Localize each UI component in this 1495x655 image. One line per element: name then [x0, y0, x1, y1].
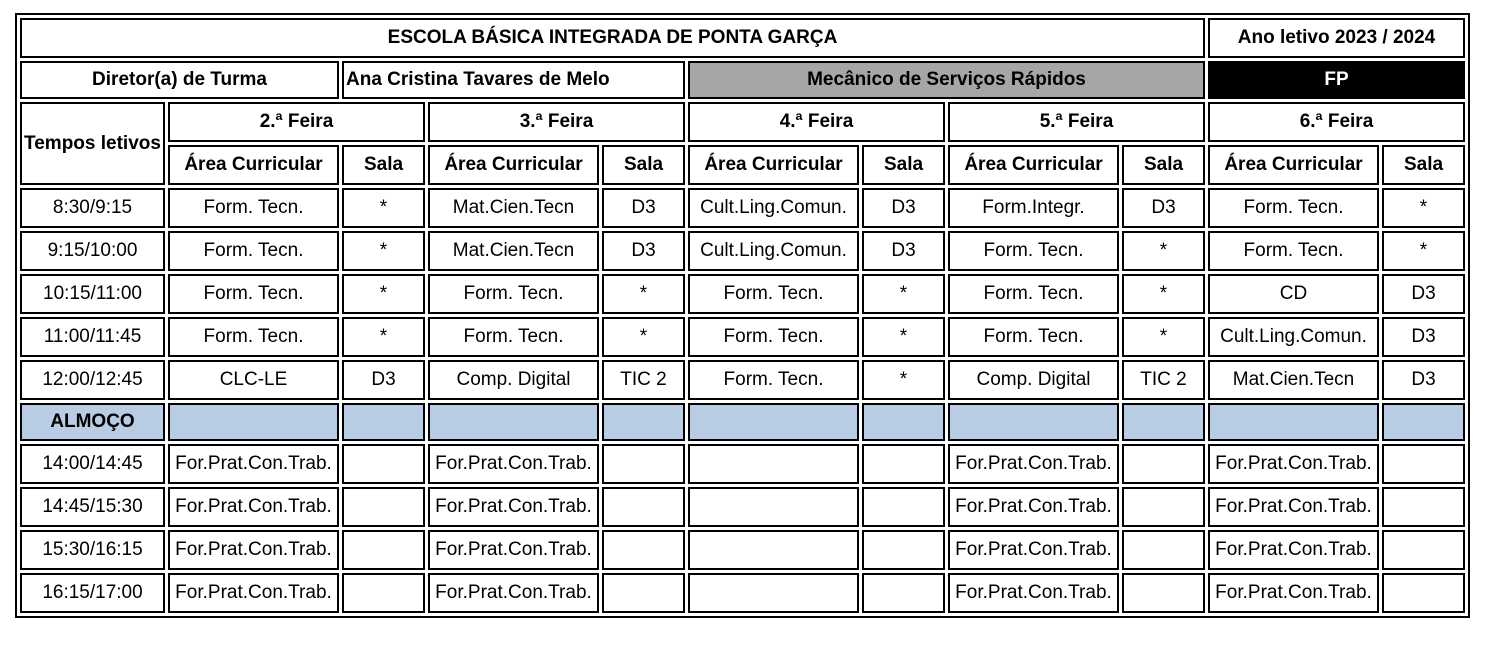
subject-cell: Comp. Digital: [948, 360, 1119, 400]
subject-cell: For.Prat.Con.Trab.: [948, 530, 1119, 570]
subject-cell: Form. Tecn.: [688, 317, 859, 357]
room-cell: *: [1122, 274, 1205, 314]
room-cell: D3: [1382, 317, 1465, 357]
room-cell: [862, 530, 945, 570]
course-name: Mecânico de Serviços Rápidos: [688, 61, 1205, 99]
subject-cell: Form. Tecn.: [168, 188, 339, 228]
room-cell: [602, 487, 685, 527]
time-slot: 16:15/17:00: [20, 573, 165, 613]
room-cell: [342, 573, 425, 613]
subject-cell: For.Prat.Con.Trab.: [1208, 573, 1379, 613]
room-cell: D3: [862, 231, 945, 271]
time-slot: 8:30/9:15: [20, 188, 165, 228]
subject-cell: Form. Tecn.: [168, 317, 339, 357]
room-header: Sala: [602, 145, 685, 185]
area-header: Área Curricular: [948, 145, 1119, 185]
subject-cell: For.Prat.Con.Trab.: [1208, 487, 1379, 527]
subject-cell: Form. Tecn.: [1208, 188, 1379, 228]
morning-rows: [20, 188, 1465, 400]
area-header: Área Curricular: [168, 145, 339, 185]
lunch-cell: [342, 403, 425, 441]
school-year: Ano letivo 2023 / 2024: [1208, 18, 1465, 58]
subject-cell: For.Prat.Con.Trab.: [428, 487, 599, 527]
subject-cell: For.Prat.Con.Trab.: [428, 530, 599, 570]
room-cell: [862, 487, 945, 527]
subject-cell: Form. Tecn.: [428, 274, 599, 314]
room-cell: *: [1382, 188, 1465, 228]
day-header: 4.ª Feira: [688, 102, 945, 142]
room-cell: *: [342, 317, 425, 357]
time-slot: 11:00/11:45: [20, 317, 165, 357]
room-header: Sala: [1382, 145, 1465, 185]
room-cell: [342, 530, 425, 570]
room-header: Sala: [862, 145, 945, 185]
subject-cell: For.Prat.Con.Trab.: [948, 487, 1119, 527]
room-cell: *: [602, 274, 685, 314]
subject-cell: Mat.Cien.Tecn: [428, 231, 599, 271]
day-header: 5.ª Feira: [948, 102, 1205, 142]
timetable-row: [20, 231, 1465, 271]
subject-cell: Form. Tecn.: [688, 274, 859, 314]
subject-cell: CLC-LE: [168, 360, 339, 400]
room-cell: *: [342, 188, 425, 228]
subject-cell: Mat.Cien.Tecn: [1208, 360, 1379, 400]
timetable-row: [20, 487, 1465, 527]
lunch-cell: [948, 403, 1119, 441]
time-slot: 12:00/12:45: [20, 360, 165, 400]
room-cell: [862, 444, 945, 484]
lunch-cell: [862, 403, 945, 441]
area-header: Área Curricular: [688, 145, 859, 185]
room-cell: [1382, 487, 1465, 527]
timetable-row: [20, 274, 1465, 314]
day-header: 2.ª Feira: [168, 102, 425, 142]
subject-cell: For.Prat.Con.Trab.: [1208, 530, 1379, 570]
room-cell: *: [342, 274, 425, 314]
room-cell: [1122, 530, 1205, 570]
lunch-cell: [168, 403, 339, 441]
subject-cell: For.Prat.Con.Trab.: [168, 444, 339, 484]
director-name: Ana Cristina Tavares de Melo: [342, 61, 685, 99]
room-cell: *: [342, 231, 425, 271]
subject-cell: Form. Tecn.: [428, 317, 599, 357]
subject-cell: For.Prat.Con.Trab.: [1208, 444, 1379, 484]
room-cell: [602, 530, 685, 570]
room-cell: *: [1382, 231, 1465, 271]
subject-cell: Form. Tecn.: [948, 231, 1119, 271]
room-cell: D3: [602, 231, 685, 271]
subject-cell: Cult.Ling.Comun.: [688, 188, 859, 228]
subject-cell: [688, 444, 859, 484]
subject-cell: Form. Tecn.: [688, 360, 859, 400]
time-slot: 9:15/10:00: [20, 231, 165, 271]
time-slot: 10:15/11:00: [20, 274, 165, 314]
day-header: 6.ª Feira: [1208, 102, 1465, 142]
subject-cell: For.Prat.Con.Trab.: [168, 573, 339, 613]
lunch-cell: [1208, 403, 1379, 441]
subject-cell: Cult.Ling.Comun.: [688, 231, 859, 271]
subject-cell: Cult.Ling.Comun.: [1208, 317, 1379, 357]
subject-cell: For.Prat.Con.Trab.: [948, 573, 1119, 613]
course-type: FP: [1208, 61, 1465, 99]
lunch-label: ALMOÇO: [20, 403, 165, 441]
time-slot: 14:00/14:45: [20, 444, 165, 484]
room-cell: [1382, 530, 1465, 570]
lunch-cell: [1122, 403, 1205, 441]
subject-cell: Form. Tecn.: [948, 317, 1119, 357]
room-cell: [342, 487, 425, 527]
room-cell: [1122, 573, 1205, 613]
subject-cell: Form. Tecn.: [1208, 231, 1379, 271]
subject-cell: Form. Tecn.: [168, 231, 339, 271]
timetable-row: [20, 573, 1465, 613]
subject-cell: Form.Integr.: [948, 188, 1119, 228]
room-cell: [1122, 444, 1205, 484]
subject-cell: CD: [1208, 274, 1379, 314]
room-cell: [862, 573, 945, 613]
room-cell: *: [862, 317, 945, 357]
room-cell: *: [862, 360, 945, 400]
room-header: Sala: [1122, 145, 1205, 185]
room-cell: [1122, 487, 1205, 527]
time-column-header: Tempos letivos: [20, 102, 165, 185]
room-cell: D3: [342, 360, 425, 400]
timetable-row: [20, 360, 1465, 400]
room-cell: [602, 444, 685, 484]
room-cell: *: [1122, 317, 1205, 357]
subject-cell: For.Prat.Con.Trab.: [168, 530, 339, 570]
timetable-row: [20, 530, 1465, 570]
subject-cell: For.Prat.Con.Trab.: [948, 444, 1119, 484]
lunch-cell: [428, 403, 599, 441]
lunch-cell: [1382, 403, 1465, 441]
subject-cell: [688, 530, 859, 570]
subject-cell: For.Prat.Con.Trab.: [428, 573, 599, 613]
room-header: Sala: [342, 145, 425, 185]
subject-cell: [688, 573, 859, 613]
subject-cell: For.Prat.Con.Trab.: [428, 444, 599, 484]
room-cell: D3: [1382, 360, 1465, 400]
room-cell: [1382, 444, 1465, 484]
subject-cell: For.Prat.Con.Trab.: [168, 487, 339, 527]
area-header: Área Curricular: [1208, 145, 1379, 185]
subject-cell: [688, 487, 859, 527]
timetable-row: [20, 444, 1465, 484]
director-label: Diretor(a) de Turma: [20, 61, 339, 99]
lunch-row: [20, 403, 1465, 441]
room-cell: TIC 2: [1122, 360, 1205, 400]
subject-cell: Mat.Cien.Tecn: [428, 188, 599, 228]
room-cell: TIC 2: [602, 360, 685, 400]
day-header: 3.ª Feira: [428, 102, 685, 142]
room-cell: *: [1122, 231, 1205, 271]
timetable: [15, 13, 1470, 618]
timetable-row: [20, 188, 1465, 228]
room-cell: *: [602, 317, 685, 357]
room-cell: *: [862, 274, 945, 314]
lunch-cell: [602, 403, 685, 441]
timetable-row: [20, 317, 1465, 357]
room-cell: D3: [602, 188, 685, 228]
room-cell: [1382, 573, 1465, 613]
room-cell: [342, 444, 425, 484]
lunch-cell: [688, 403, 859, 441]
room-cell: [602, 573, 685, 613]
room-cell: D3: [1382, 274, 1465, 314]
room-cell: D3: [862, 188, 945, 228]
subject-cell: Comp. Digital: [428, 360, 599, 400]
school-name: ESCOLA BÁSICA INTEGRADA DE PONTA GARÇA: [20, 18, 1205, 58]
afternoon-rows: [20, 444, 1465, 613]
time-slot: 15:30/16:15: [20, 530, 165, 570]
time-slot: 14:45/15:30: [20, 487, 165, 527]
room-cell: D3: [1122, 188, 1205, 228]
subject-cell: Form. Tecn.: [168, 274, 339, 314]
area-header: Área Curricular: [428, 145, 599, 185]
subject-cell: Form. Tecn.: [948, 274, 1119, 314]
